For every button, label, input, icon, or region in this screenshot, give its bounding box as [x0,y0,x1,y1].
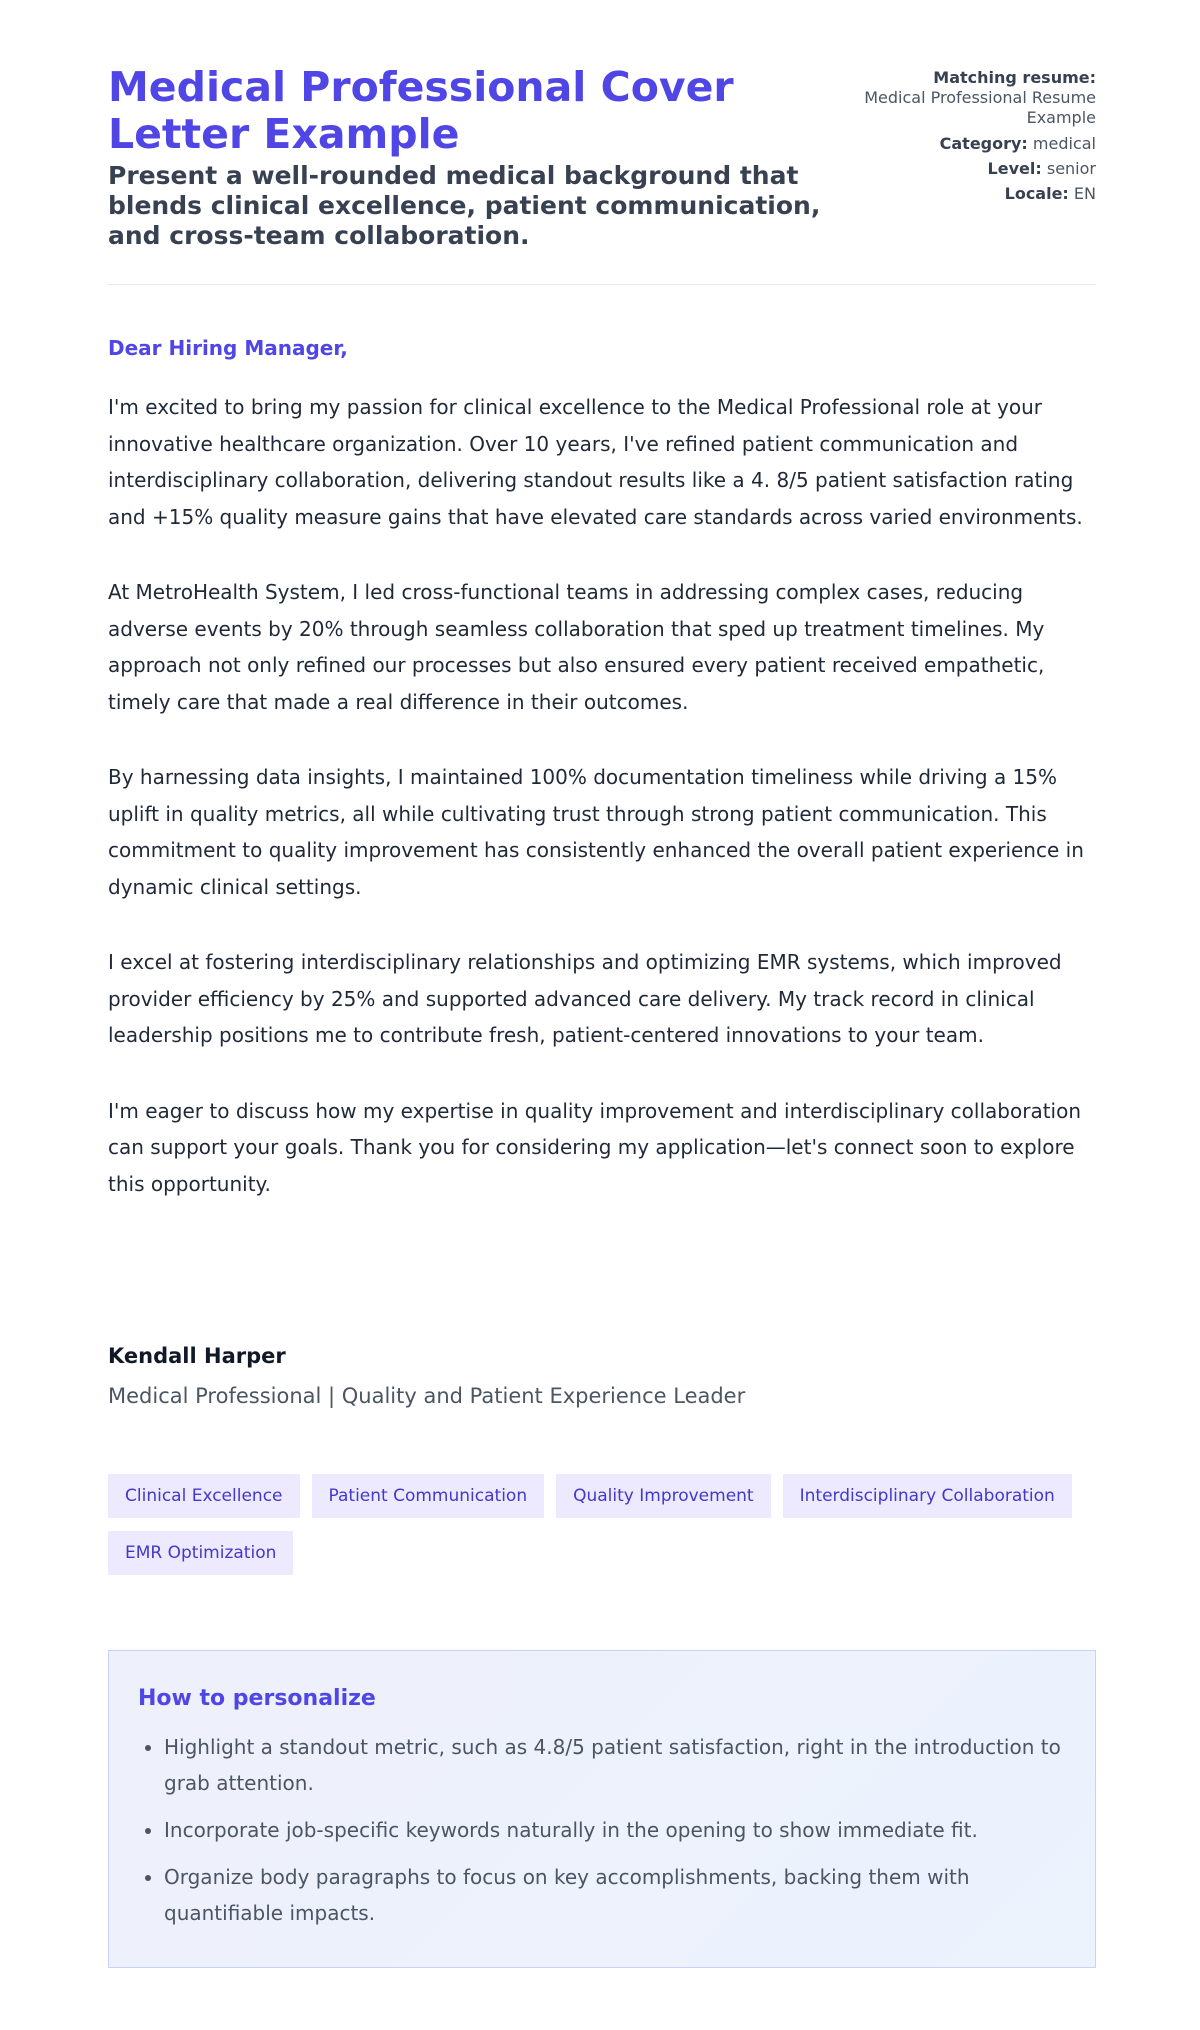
page-header [108,64,1096,284]
tips-list [138,1729,1067,1931]
signature-title: Medical Professional | Quality and Patient Experience Leader [108,1384,746,1408]
meta-locale-label: Locale: [1004,184,1069,203]
meta-level-label: Level: [987,159,1042,178]
letter-body [108,389,1096,1241]
meta-matching-resume [856,68,1096,128]
tip-item: • Incorporate job-specific keywords naturally in the opening to show immediate fit. [164,1812,1067,1848]
tips-title: How to personalize [138,1686,376,1711]
meta-locale [856,184,1096,204]
meta-category-value: medical [1032,134,1096,153]
signature-name: Kendall Harper [108,1344,286,1368]
letter-paragraph: I'm eager to discuss how my expertise in quality improvement and interdisciplinary collaboration can support your goals. Thank you for considering my application—let's connect soon to explore this opportunity. [108,1098,1082,1196]
meta-panel [856,68,1096,209]
meta-category-label: Category: [939,134,1028,153]
meta-locale-value: EN [1073,184,1096,203]
page-subtitle: Present a well-rounded medical background that blends clinical excellence, patient communication, and cross-team collaboration. [108,161,821,250]
tip-item: • Organize body paragraphs to focus on key accomplishments, backing them with quantifiable impacts. [164,1859,1067,1931]
meta-matching-resume-label: Matching resume: [933,68,1096,87]
letter-paragraph: I excel at fostering interdisciplinary relationships and optimizing EMR systems, which improved provider efficiency by 25% and supported advanced care delivery. My track record in clinical leadership positions me to contribute fresh, patient-centered innovations to your team. [108,950,1062,1047]
meta-category [856,134,1096,154]
skill-tags [108,1474,1096,1575]
meta-level-value: senior [1046,159,1096,178]
letter-paragraph: I'm excited to bring my passion for clinical excellence to the Medical Professional role at your innovative healthcare organization. Over 10 years, I've refined patient communication and interdisciplinary collaboration, delivering standout results like a 4. 8/5 patient satisfaction rating and +15% quality measure gains that have elevated care standards across varied environments. [108,395,1083,529]
skill-tag: Quality Improvement [556,1474,771,1518]
letter-paragraph: By harnessing data insights, I maintained 100% documentation timeliness while driving a 15% uplift in quality metrics, all while cultivating trust through strong patient communication. This commitment to quality improvement has consistently enhanced the overall patient experience in dynamic clinical settings. [108,765,1084,899]
letter-paragraph: At MetroHealth System, I led cross-functional teams in addressing complex cases, reducing adverse events by 20% through seamless collaboration that sped up treatment timelines. My approach not only refined our processes but also ensured every patient received empathetic, timely care that made a real difference in their outcomes. [108,580,1045,714]
skill-tag: Clinical Excellence [108,1474,300,1518]
skill-tag: Interdisciplinary Collaboration [783,1474,1072,1518]
meta-matching-resume-link[interactable]: Medical Professional Resume Example [864,88,1096,127]
skill-tag: Patient Communication [312,1474,545,1518]
tip-item: • Highlight a standout metric, such as 4.8/5 patient satisfaction, right in the introduction to grab attention. [164,1729,1067,1801]
header-divider [108,284,1096,285]
skill-tag: EMR Optimization [108,1531,293,1575]
personalize-tips-box [108,1650,1096,1968]
meta-level [856,159,1096,179]
salutation: Dear Hiring Manager, [108,336,348,360]
page-title: Medical Professional Cover Letter Example [108,63,734,158]
